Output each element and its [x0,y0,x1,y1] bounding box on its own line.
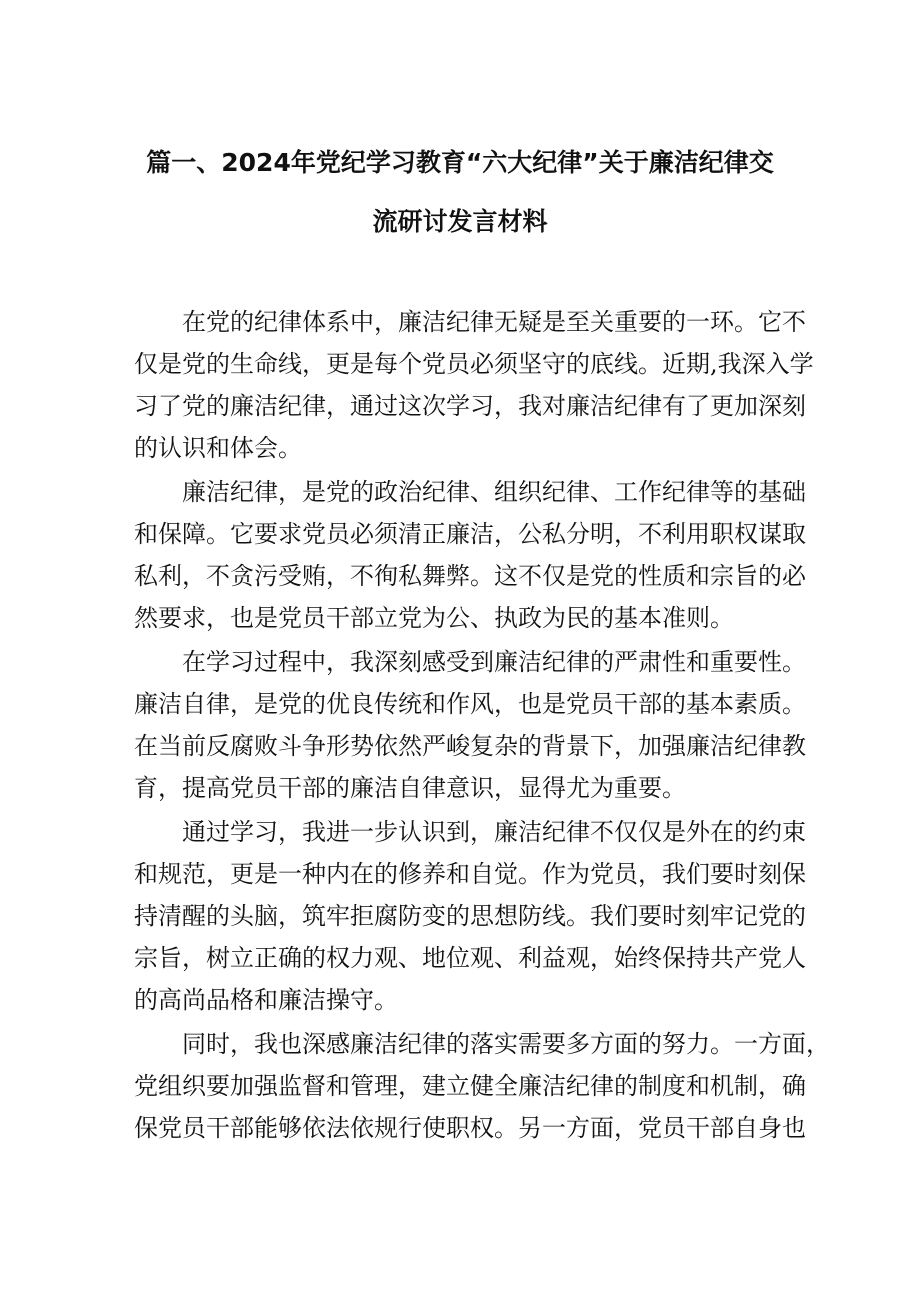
paragraph-3-line-2: 廉洁自律，是党的优良传统和作风，也是党员干部的基本素质。 [134,690,806,718]
document-title-line-1: 篇一、2024年党纪学习教育“六大纪律”关于廉洁纪律交 [146,148,774,177]
paragraph-1-line-1: 在党的纪律体系中，廉洁纪律无疑是至关重要的一环。它不 [182,308,806,336]
paragraph-2-line-1: 廉洁纪律，是党的政治纪律、组织纪律、工作纪律等的基础 [182,478,806,506]
paragraph-2-line-4: 然要求，也是党员干部立党为公、执政为民的基本准则。 [134,604,734,632]
paragraph-3-line-3: 在当前反腐败斗争形势依然严峻复杂的背景下，加强廉洁纪律教 [134,732,806,760]
paragraph-3-line-1: 在学习过程中，我深刻感受到廉洁纪律的严肃性和重要性。 [182,648,806,676]
document-title-line-2: 流研讨发言材料 [372,207,548,236]
paragraph-4-line-5: 的高尚品格和廉洁操守。 [134,986,398,1014]
paragraph-4-line-1: 通过学习，我进一步认识到，廉洁纪律不仅仅是外在的约束 [182,818,806,846]
paragraph-5-line-2: 党组织要加强监督和管理，建立健全廉洁纪律的制度和机制，确 [134,1072,806,1100]
paragraph-1-line-3: 习了党的廉洁纪律，通过这次学习，我对廉洁纪律有了更加深刻 [134,392,806,420]
paragraph-5-line-1: 同时，我也深感廉洁纪律的落实需要多方面的努力。一方面， [182,1030,830,1058]
paragraph-2-line-3: 私利，不贪污受贿，不徇私舞弊。这不仅是党的性质和宗旨的必 [134,562,806,590]
paragraph-4-line-2: 和规范，更是一种内在的修养和自觉。作为党员，我们要时刻保 [134,860,806,888]
paragraph-4-line-4: 宗旨，树立正确的权力观、地位观、利益观，始终保持共产党人 [134,944,806,972]
paragraph-3-line-4: 育，提高党员干部的廉洁自律意识，显得尤为重要。 [134,774,686,802]
paragraph-1-line-4: 的认识和体会。 [134,434,302,462]
paragraph-1-line-2: 仅是党的生命线，更是每个党员必须坚守的底线。近期,我深入学 [134,350,814,378]
paragraph-4-line-3: 持清醒的头脑，筑牢拒腐防变的思想防线。我们要时刻牢记党的 [134,902,806,930]
paragraph-5-line-3: 保党员干部能够依法依规行使职权。另一方面，党员干部自身也 [134,1114,806,1142]
paragraph-2-line-2: 和保障。它要求党员必须清正廉洁，公私分明，不利用职权谋取 [134,520,806,548]
